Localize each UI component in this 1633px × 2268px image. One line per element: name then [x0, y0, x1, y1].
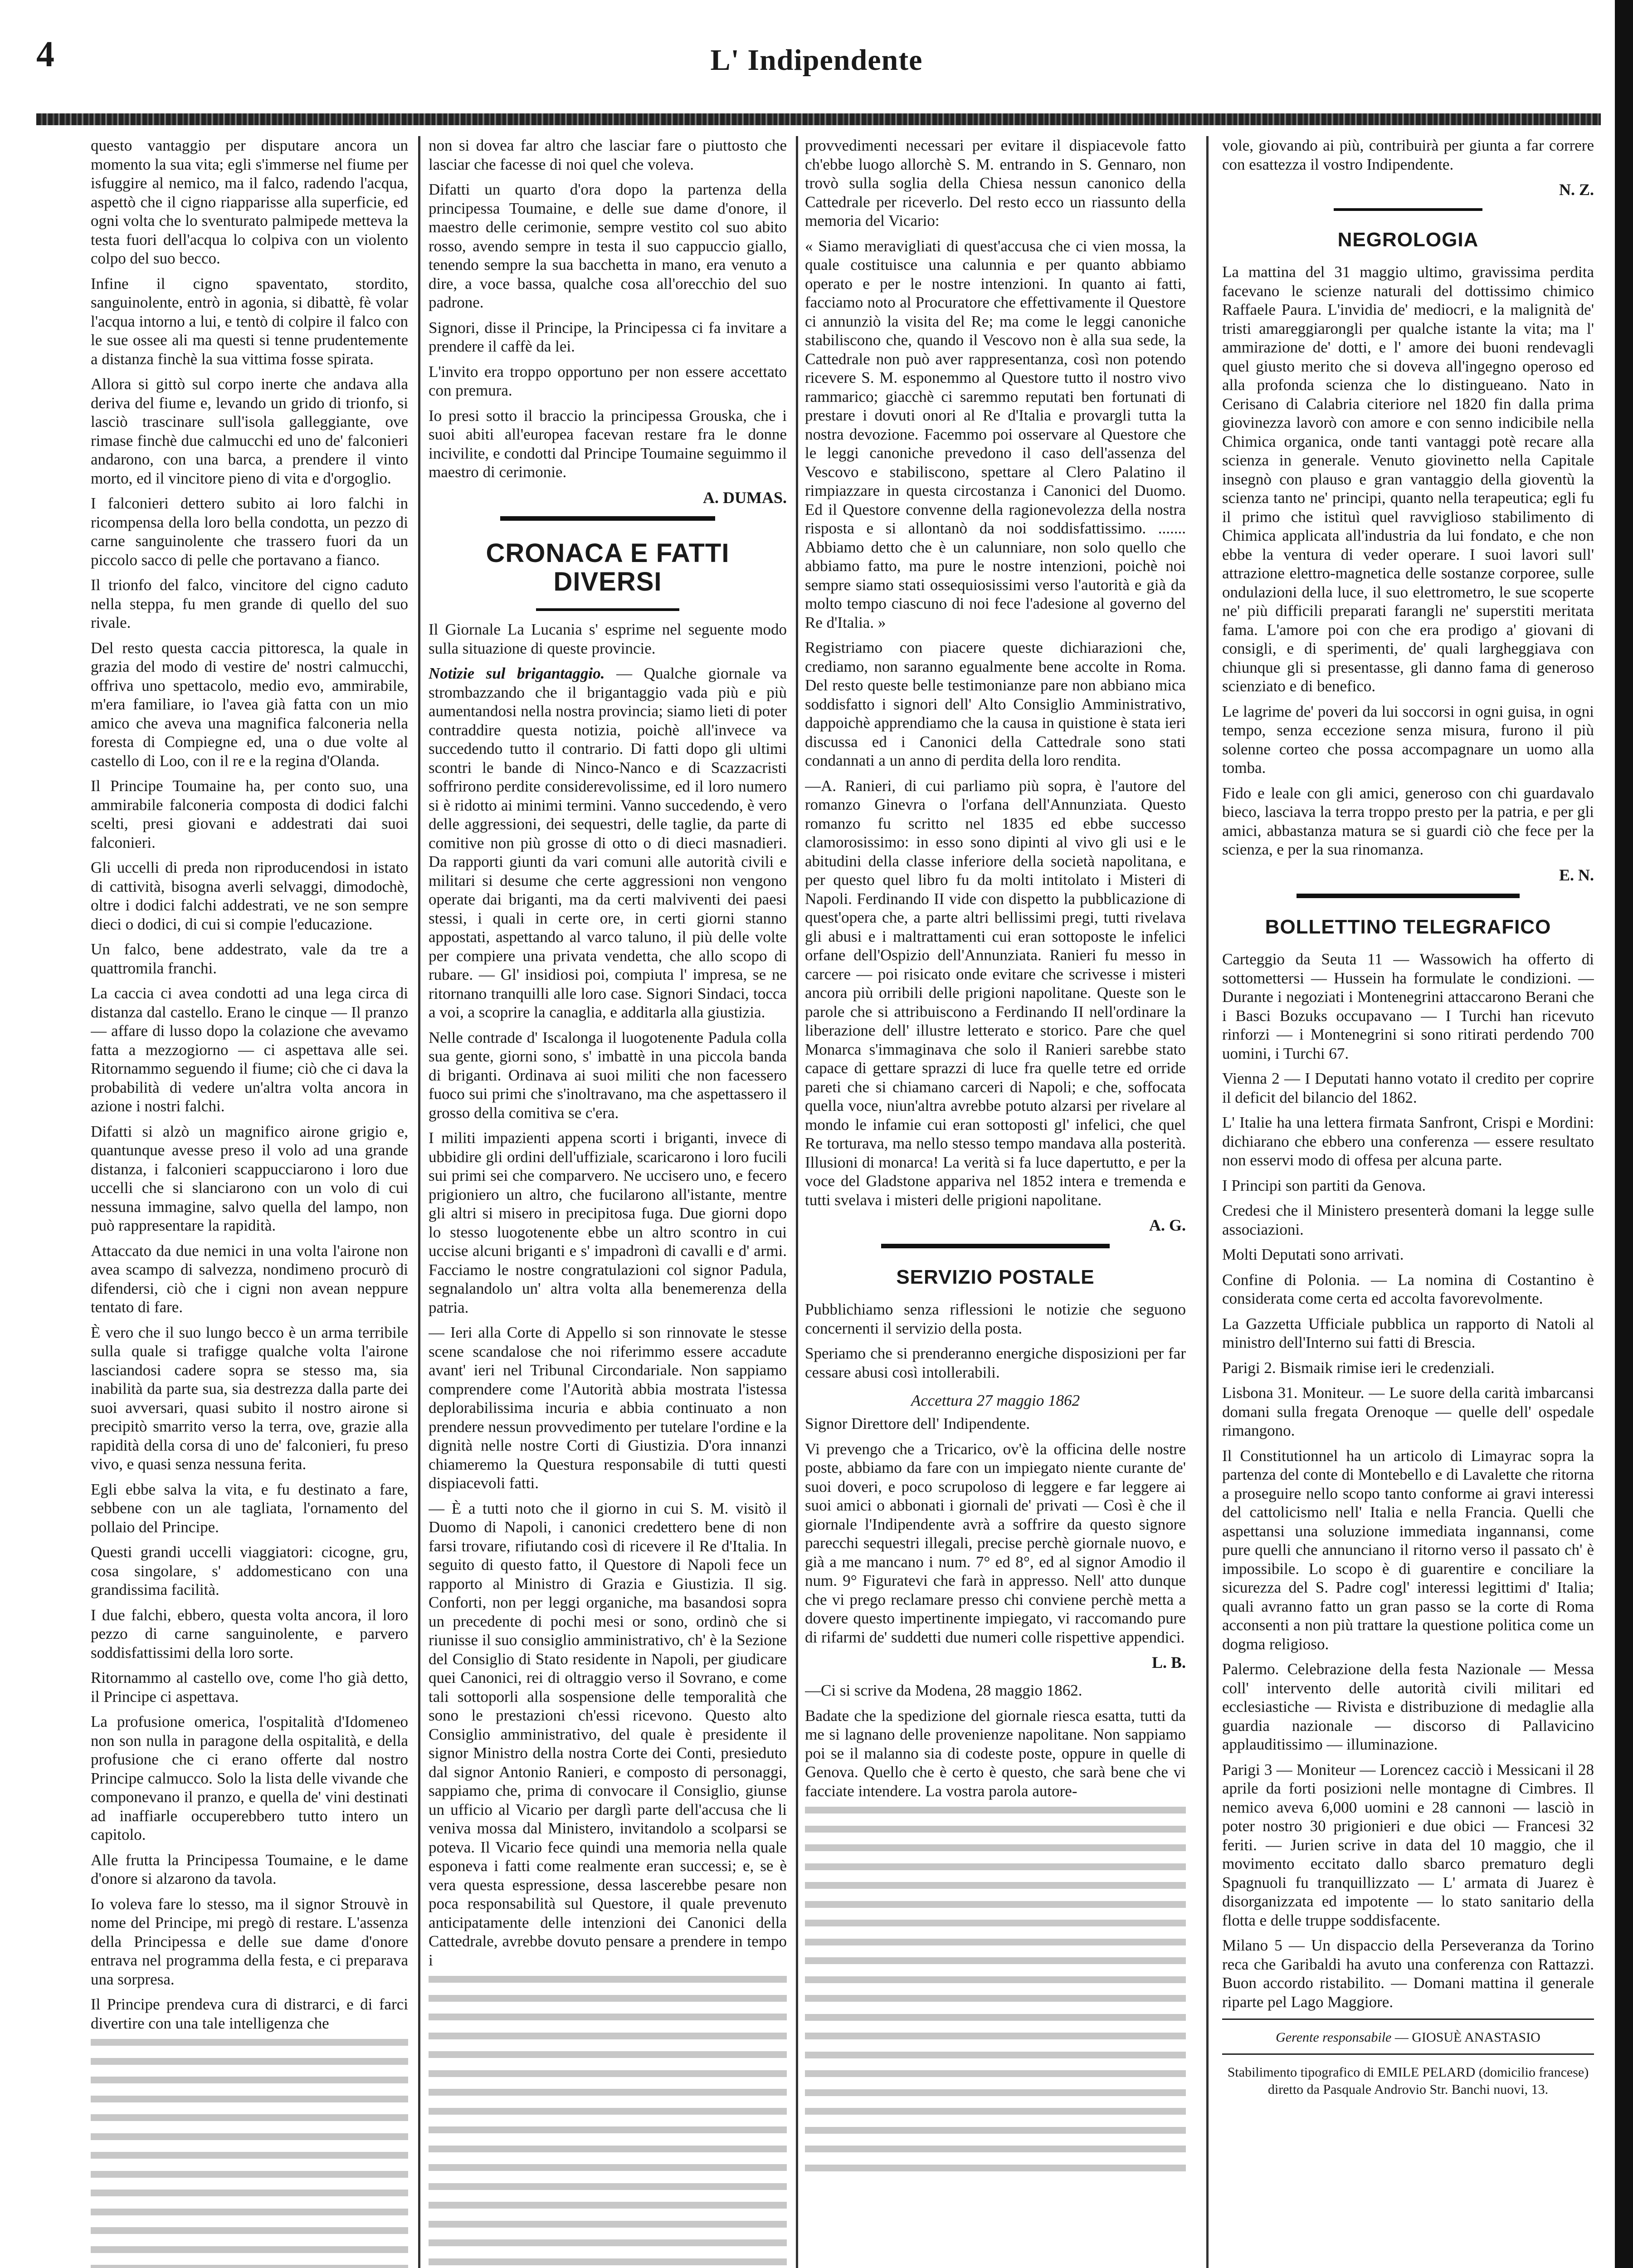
paragraph: Nelle contrade d' Iscalonga il luogotenente Padula colla sua gente, giorni sono, s' imbattè in una piccola banda di briganti. Ordinava ai suoi militi che non facessero fuoco sui primi che s'inoltravano, ma che aspettassero il grosso della comitiva se c'era. — [429, 1028, 787, 1122]
paragraph: Il Constitutionnel ha un articolo di Limayrac sopra la partenza del conte di Montebello e di Lavalette che ritorna a proseguire nello scopo tanto conforme ai gravi interessi del cattolicismo nell' Italia e nella Francia. Quelli che aspettansi una soluzione immediata ingannansi, come pure quelli che annunciano il ritorno verso il passato ch' è impossibile. Lo scopo è di guarentire e conciliare la sicurezza del S. Padre cogl' interessi legittimi d' Italia; quali avranno fatto un gran passo se la corte di Roma acconsenti a non più trattare la questione politica come un dogma religioso. — [1222, 1447, 1594, 1653]
paragraph: Signori, disse il Principe, la Principessa ci fa invitare a prendere il caffè da lei. — [429, 318, 787, 355]
footer-name: GIOSUÈ ANASTASIO — [1412, 2030, 1540, 2045]
paragraph: L' Italie ha una lettera firmata Sanfront, Crispi e Mordini: dichiarano che ebbero una conferenza — essere resultato non esservi modo di offesa per alcuna parte. — [1222, 1114, 1594, 1169]
paragraph: Fido e leale con gli amici, generoso con chi guardavalo bieco, lasciava la terra troppo presto per la patria, e per gli amici, abbastanza matura se si guardi ciò che fece per la scienza, e per la sua rinomanza. — [1222, 784, 1594, 859]
section-ornament — [500, 516, 715, 521]
author-signature: A. G. — [1149, 1216, 1186, 1234]
section-title: SERVIZIO POSTALE — [896, 1266, 1095, 1288]
author-signature: N. Z. — [1559, 181, 1594, 199]
paragraph: Confine di Polonia. — La nomina di Costantino è considerata come certa ed accolta favorevolmente. — [1222, 1271, 1594, 1308]
scan-edge — [1615, 0, 1633, 2268]
paragraph: — Ieri alla Corte di Appello si son rinnovate le stesse scene scandalose che noi riferimmo essere accadute avant' ieri nel Tribunal Circondariale. Non sappiamo comprendere come l'Autorità abbia mostrata l'istessa deplorabilissima incuria e abbia continuato a non prendere nessun provvedimento per tutelare l'ordine e la dignità nelle nostre Corti di Giustizia. D'ora innanzi chiameremo la Questura responsabile di tutti questi dispiacevoli fatti. — [429, 1324, 787, 1492]
author-signature: E. N. — [1559, 865, 1594, 884]
footer-manager: Gerente responsabile — GIOSUÈ ANASTASIO — [1276, 2030, 1540, 2045]
section-ornament — [1334, 208, 1482, 211]
section-ornament — [1297, 894, 1520, 898]
paragraph: Allora si gittò sul corpo inerte che andava alla deriva del fiume e, levando un grido di trionfo, si lasciò trascinare sull'isola galleggiante, ove rimase finchè due calmucchi ed uno de' falconieri andarono, con una barca, a prendere il vinto morto, ed il vincitore pieno di vita e d'orgoglio. — [91, 375, 408, 487]
article-text: — Qualche giornale va strombazzando che il brigantaggio vada più e più aumentandosi nella nostra provincia; siamo lieti di poter contraddire questa notizia, poichè all'invece va succedendo tutto il contrario. Di fatti dopo gli ultimi scontri le bande di Ninco-Nanco e di Scazzacristi soffrirono perdite considerevolissime, ed il loro numero si è ridotto ai minimi termini. Vanno succedendo, è vero delle aggressioni, dei sequestri, delle taglie, da parte di comitive non più grosse di otto o di dieci masnadieri. Da rapporti giunti da vari comuni alle autorità civili e militari si desume che certe aggressioni non vengono operate dai briganti, ma da certi malviventi dei paesi stessi, i quali in certe ore, in certi giorni stanno appostati, aspettando al varco taluno, il più delle volte per compiere una privata vendetta, che allo scopo di rubare. — Gl' insidiosi poi, compiuta l' impresa, se ne ritornano tranquilli alle loro case. Signori Sindaci, tocca a voi, a scoprire la canaglia, e additarla alla giustizia. — [429, 665, 787, 1022]
paragraph: Io voleva fare lo stesso, ma il signor Strouvè in nome del Principe, mi pregò di restare. L'assenza della Principessa e delle sue dame d'onore entrava nel programma della festa, e ci preparava una sorpresa. — [91, 1895, 408, 1988]
paragraph: Il Giornale La Lucania s' esprime nel seguente modo sulla situazione di queste provincie. — [429, 621, 787, 657]
paragraph: Carteggio da Seuta 11 — Wassowich ha offerto di sottomettersi — Hussein ha formulate le condizioni. — Durante i negoziati i Montenegrini attaccarono Berani che i Basci Bozuks occupavano — I Turchi han ricevuto rinforzi — i Montenegrini si sono ritirati perdendo 700 uomini, i Turchi 67. — [1222, 950, 1594, 1062]
author-signature: L. B. — [1151, 1653, 1186, 1672]
letter-salutation: Signor Direttore dell' Indipendente. — [805, 1415, 1030, 1433]
paragraph: Difatti si alzò un magnifico airone grigio e, quantunque avesse preso il volo ad una grande distanza, i falconieri scappucciarono i loro due uccelli che si slanciarono con un volo di cui nessuna immagine, salvo quella del lampo, non può rappresentare la rapidità. — [91, 1122, 408, 1234]
paragraph: —A. Ranieri, di cui parliamo più sopra, è l'autore del romanzo Ginevra o l'orfana dell'Annunziata. Questo romanzo fu scritto nel 1835 ed ebbe successo clamorosissimo: in esso sono dipinti al vivo gli usi e le abitudini della classe inferiore della società napolitana, e per questo quel libro fu da molti intitolato i Misteri di Napoli. Ferdinando II vide con dispetto la pubblicazione di quest'opera che, a parte altri bellissimi pregi, tutti rivelava gli abusi e i maltrattamenti cui eran sottoposte le infelici orfane dell'Ospizio dell'Annunziata. Ranieri fu messo in carcere — poi risicato onde evitare che scrivesse i misteri ancora più orribili delle prigioni napolitane. Queste son le parole che si attribuiscono a Ferdinando II nell'ordinare la liberazione dell' illustre letterato e storico. Pare che quel Monarca s'immaginava che solo il Ranieri sarebbe stato capace di gettare sprazzi di luce fra quelle tetre ed orride pareti che si chiamano carceri di Napoli; e che, soffocata quella voce, niun'altra avrebbe potuto alzarsi per rivelare al mondo le infamie cui eran sottoposti gl' infelici, che quel Re torturava, ma nello stesso tempo mandava alla posterità. Illusioni di monarca! La verità si fa luce dapertutto, e per la voce del Gladstone appariva nel 1852 intera e tremenda e tutti svelava i misteri delle prigioni napolitane. — [805, 777, 1186, 1209]
paragraph: vole, giovando ai più, contribuirà per giunta a far correre con esattezza il vostro Indipendente. — [1222, 137, 1594, 173]
column-2 — [429, 136, 787, 2268]
paragraph: non si dovea far altro che lasciar fare o piuttosto che lasciar che facesse di noi quel che voleva. — [429, 137, 787, 173]
paragraph: Parigi 3 — Moniteur — Lorencez cacciò i Messicani il 28 aprile da forti posizioni nelle montagne di Cimbres. Il nemico aveva 6,000 uomini e 28 cannoni — lasciò in poter nostro 30 prigionieri e due obici — Francesi 32 feriti. — Jurien scrive in data del 10 maggio, che il movimento eccitato dallo sbarco prematuro degli Spagnuoli fu tranquillizzato — L' armata di Juarez è disorganizzata ed impotente — lo stato sanitario della flotta e delle truppe soddisfacente. — [1222, 1760, 1594, 1929]
letter-dateline: Accettura 27 maggio 1862 — [911, 1392, 1080, 1410]
paragraph: Un falco, bene addestrato, vale da tre a quattromila franchi. — [91, 940, 408, 977]
printer-imprint: Stabilimento tipografico di EMILE PELARD (domicilio francese) diretto da Pasquale Androvio Str. Banchi nuovi, 13. — [1227, 2065, 1589, 2097]
paragraph: Il Principe Toumaine ha, per conto suo, una ammirabile falconeria composta di dodici falchi scelti, presi giovani e addestrati dai suoi falconieri. — [91, 777, 408, 851]
quotation: « Siamo meravigliati di quest'accusa che ci vien mossa, la quale costituisce una calunnia e per quanto abbiamo operato e per le nostre intenzioni. In quanto ai fatti, facciamo noto al Procuratore che effettivamente il Questore ci annunziò la visita del Re; ma come le leggi canoniche stabiliscono che, quando il Vescovo non è alla sua sede, la Cattedrale non può aver rappresentanza, così non potendo ricevere S. M. esponemmo al Questore tutto il nostro vivo rammarico; giacchè ci saremmo reputati ben fortunati di prestare i dovuti onori al Re d'Italia e provargli tutta la nostra devozione. Facemmo poi osservare al Questore che le leggi canoniche prevedono il caso dell'assenza del Vescovo e stabiliscono, spettare al Clero Palatino il rimpiazzare in questa circostanza i Canonici del Duomo. Ed il Questore convenne della ragionevolezza della nostra risposta e si allontanò da noi soddisfattissimo. ....... Abbiamo detto che è un calunniare, non solo quello che abbiamo fatto, ma pure le nostre intenzioni, poichè noi sempre siamo stati ossequiosissimi verso l'autorità e già da molto tempo ciascuno di noi fece l'adesione al governo del Re d'Italia. » — [805, 237, 1186, 631]
paragraph: La Gazzetta Ufficiale pubblica un rapporto di Natoli al ministro dell'Interno sui fatti di Brescia. — [1222, 1315, 1594, 1352]
section-ornament — [881, 1244, 1110, 1248]
paragraph: Il Principe prendeva cura di distrarci, e di farci divertire con una tale intelligenza che — [91, 1995, 408, 2032]
paragraph: Del resto questa caccia pittoresca, la quale in grazia del modo di vestire de' nostri calmucchi, offriva uno spettacolo, medio evo, ammirabile, m'era familiare, io l'avea già fatta con un mio amico che aveva una magnifica falconeria nella foresta di Compiegne ed, una o due volte al castello di Loo, con il re e la regina d'Olanda. — [91, 639, 408, 770]
column-4 — [1222, 136, 1594, 2268]
paragraph: Attaccato da due nemici in una volta l'airone non avea scampo di salvezza, nondimeno procurò di difendersi, ciò che i cigni non avean neppure tentato di fare. — [91, 1242, 408, 1316]
masthead: L' Indipendente — [710, 44, 923, 77]
author-signature: A. DUMAS. — [703, 488, 787, 507]
section-title: BOLLETTINO TELEGRAFICO — [1265, 915, 1551, 938]
illegible-text-placeholder — [91, 2039, 408, 2268]
paragraph: Gli uccelli di preda non riproducendosi in istato di cattività, bisogna averli selvaggi, dimodochè, oltre i dodici falchi addestrati, ve ne son sempre dieci o dodici, di cui si compie l'educazione. — [91, 859, 408, 933]
paragraph: —Ci si scrive da Modena, 28 maggio 1862. — [805, 1681, 1082, 1700]
header-rule — [36, 113, 1601, 125]
paragraph: Ritornammo al castello ove, come l'ho già detto, il Principe ci aspettava. — [91, 1669, 408, 1706]
paragraph: Difatti un quarto d'ora dopo la partenza della principessa Toumaine, e delle sue dame d'onore, il maestro delle cerimonie, sempre vestito col suo abito rosso, avendo sempre in testa il suo cappuccio giallo, tenendo sempre la sua bacchetta in mano, era venuto a dire, a voce bassa, qualche cosa all'orecchio del suo padrone. — [429, 181, 787, 311]
footer-rule — [1222, 2053, 1594, 2055]
paragraph: Speriamo che si prenderanno energiche disposizioni per far cessare abusi così intollerabili. — [805, 1344, 1186, 1381]
column-divider — [418, 136, 420, 2268]
paragraph: È vero che il suo lungo becco è un arma terribile sulla quale si trafigge qualche volta l'airone lasciandosi cadere sopra se stesso ma, sia inabilità da parte sua, sia destrezza dalla parte dei suoi avversari, quasi subito il nostro airone si precipitò smarrito verso la terra, ove, grazie alla rapidità della corsa di uno de' falconieri, fu preso vivo, e quasi senza nessuna ferita. — [91, 1323, 408, 1473]
paragraph: Registriamo con piacere queste dichiarazioni che, crediamo, non saranno egualmente bene accolte in Roma. Del resto queste belle testimonianze pare non abbiano mica soddisfatto i signori dell' Alto Consiglio Amministrativo, dappoichè apprendiamo che la causa in quistione è stata ieri discussa ed i Canonici della Cattedrale sono stati condannati a un anno di perdita della loro rendita. — [805, 639, 1186, 769]
paragraph: La caccia ci avea condotti ad una lega circa di distanza dal castello. Erano le cinque — Il pranzo — affare di lusso dopo la colazione che avevamo fatta a mezzogiorno — ci aspettava alle sei. Ritornammo seguendo il fiume; ciò che ci dava la probabilità di vedere un'altra volta ancora in azione i nostri falchi. — [91, 984, 408, 1115]
paragraph: Il trionfo del falco, vincitore del cigno caduto nella steppa, fu men grande di quello del suo rivale. — [91, 576, 408, 631]
section-title: CRONACA E FATTI DIVERSI — [486, 538, 730, 597]
paragraph: La profusione omerica, l'ospitalità d'Idomeneo non son nulla in paragone della ospitalità, e della profusione che ci erano offerte dal nostro Principe calmucco. Solo la lista delle vivande che componevano il pranzo, e quella de' vini destinati ad inaffiarle occuperebbero tutto intero un capitolo. — [91, 1713, 408, 1843]
paragraph: Le lagrime de' poveri da lui soccorsi in ogni guisa, in ogni tempo, senza eccezione senza misura, furono il più solenne corteo che possa accompagnare un uomo alla tomba. — [1222, 702, 1594, 777]
paragraph: I due falchi, ebbero, questa volta ancora, il loro pezzo di carne sanguinolente, e parvero soddisfattissimi della loro sorte. — [91, 1606, 408, 1662]
column-divider — [1206, 136, 1209, 2268]
paragraph: Palermo. Celebrazione della festa Nazionale — Messa coll' intervento delle autorità civili militari ed ecclesiastiche — Rivista e distribuzione di medaglie alla guardia nazionale — discorso di Pallavicino applauditissimo — illuminazione. — [1222, 1660, 1594, 1754]
paragraph: Lisbona 31. Moniteur. — Le suore della carità imbarcansi domani sulla fregata Orenoque — quelle dell' ospedale rimangono. — [1222, 1384, 1594, 1440]
paragraph: Credesi che il Ministero presenterà domani la legge sulle associazioni. — [1222, 1202, 1594, 1238]
paragraph: La mattina del 31 maggio ultimo, gravissima perdita facevano le scienze naturali del dottissimo chimico Raffaele Paura. L'invidia de' mediocri, e la malignità de' tristi amareggiarongli per qualche istante la vita; ma l' ammirazione de' dotti, e l' amore dei buoni rendevagli quel giusto merito che si doveva all'ingegno operoso ed alla profonda scienza che lo distingueano. Nato in Cerisano di Calabria citeriore nel 1820 fin dalla prima giovinezza lavorò con amore e con senno indicibile nella Chimica organica, onde tanti vantaggi potè recare alla scienza in generale. Venuto giovinetto nella Capitale insegnò con plauso e gran vantaggio della gioventù la scienza tanto ne' principi, quanto nella terapeutica; egli fu il primo che istituì quel ravviglioso stabilimento di Chimica applicata all'industria da lui fondato, e che non ebbe la ventura di veder operare. I suoi lavori sull' attrazione elettro-magnetica delle sostanze corporee, sulle ondulazioni della luce, il suo elettrometro, le sue scoperte ne' più difficili preparati farangli ne' superstiti meritata fama. L'amore poi con che era prodigo a' giovani di consigli, e di sperimenti, de' quali largheggiava con chiunque gli si presentasse, gli danno fama di generoso scienziato e di benefico. — [1222, 263, 1594, 695]
paragraph: Badate che la spedizione del giornale riesca esatta, tutti da me si lagnano delle provenienze napolitane. Non sappiamo poi se il malanno sia di codeste poste, oppure in quelle di Genova. Quello che è certo è questo, che sarà bene che vi facciate intendere. La vostra parola autore- — [805, 1706, 1186, 1800]
paragraph: I falconieri dettero subito ai loro falchi in ricompensa della loro bella condotta, un pezzo di carne sanguinolente che trassero fuori da un piccolo sacco di pelle che portavano a fianco. — [91, 494, 408, 569]
paragraph: questo vantaggio per disputare ancora un momento la sua vita; egli s'immerse nel fiume per isfuggire al nemico, ma il falco, radendo l'acqua, aspettò che il cigno riapparisse alla superficie, ed ogni volta che lo sventurato palmipede metteva la testa fuori dell'acqua lo colpiva con un violento colpo del suo becco. — [91, 137, 408, 267]
column-1 — [91, 136, 408, 2268]
paragraph: Molti Deputati sono arrivati. — [1222, 1246, 1404, 1264]
paragraph: Infine il cigno spaventato, stordito, sanguinolente, entrò in agonia, si dibattè, fè volar l'acqua intorno a lui, e tentò di colpire il falco con le sue ossee ali ma questi si tenne prudentemente a distanza finchè la sua vittima fosse spirata. — [91, 274, 408, 368]
paragraph: Pubblichiamo senza riflessioni le notizie che seguono concernenti il servizio della posta. — [805, 1300, 1186, 1337]
page-number: 4 — [36, 34, 54, 74]
paragraph: provvedimenti necessari per evitare il dispiacevole fatto ch'ebbe luogo allorchè S. M. entrando in S. Gennaro, non trovò sulla soglia della Chiesa nessun canonico della Cattedrale per riceverlo. Del resto ecco un riassunto della memoria del Vicario: — [805, 137, 1186, 230]
paragraph: — È a tutti noto che il giorno in cui S. M. visitò il Duomo di Napoli, i canonici credettero bene di non farsi trovare, rifiutando così di ricevere il Re d'Italia. In seguito di questo fatto, il Questore di Napoli fece un rapporto al Ministro di Grazia e Giustizia. Il sig. Conforti, non per leggi organiche, ma basandosi sopra un precedente di pochi mesi or sono, ordinò che si riunisse il suo consiglio amministrativo, ch' è la Sezione del Consiglio di Stato residente in Napoli, per giudicare quei Canonici, rei di oltraggio verso il Sovrano, e come tali sottoporli alla sospensione delle temporalità che sono le prestazioni ch'essi ricevono. Questo alto Consiglio amministrativo, del quale è presidente il signor Ministro della nostra Corte dei Conti, presieduto dal signor Antonio Ranieri, e composto di personaggi, sappiamo che, prima di convocare il Consiglio, giunse un ufficio al Vicario per darglì parte dell'accusa che li veniva mossa dal Ministero, invitandolo a scolparsi se poteva. Il Vicario fece quindi una memoria nella quale esponeva i fatti come realmente eran successi; e, se è vera questa espressione, dessa lascerebbe pesare non poca responsabilità sul Questore, il quale prevenuto anticipatamente delle intenzioni dei Canonici della Cattedrale, avrebbe dovuto pensare a prendere in tempo i — [429, 1499, 787, 1969]
paragraph: Alle frutta la Principessa Toumaine, e le dame d'onore si alzarono da tavola. — [91, 1851, 408, 1887]
paragraph: Io presi sotto il braccio la principessa Grouska, che i suoi abiti all'europea facevan restare fra le donne incivilite, e condotti dal Principe Toumaine seguimmo il maestro di cerimonie. — [429, 406, 787, 481]
paragraph: Egli ebbe salva la vita, e fu destinato a fare, sebbene con un ale tagliata, l'ornamento del pollaio del Principe. — [91, 1480, 408, 1536]
paragraph: Vienna 2 — I Deputati hanno votato il credito per coprire il deficit del bilancio del 1862. — [1222, 1070, 1594, 1106]
paragraph: Vi prevengo che a Tricarico, ov'è la officina delle nostre poste, abbiamo da fare con un impiegato niente curante de' suoi doveri, e poco scrupoloso di leggere e far leggere ai suoi amici o abbonati i giornali de' privati — Così è che il giornale l'Indipendente avrà a soffrire da questo signore parecchi sequestri illegali, precise perchè giornale nuovo, e già a me mancano i num. 7° ed 8°, ed al signor Amodio il num. 9° Figuratevi che farà in appresso. Nell' atto dunque che vi prego reclamare presso chi conviene perchè metta a dovere questo impertinente impiegato, vi raccomando pure di rifarmi de' suddetti due numeri colle rispettive appendici. — [805, 1440, 1186, 1646]
paragraph: I militi impazienti appena scorti i briganti, invece di ubbidire gli ordini dell'uffiziale, scaricarono i loro fucili sui primi sei che comparvero. Ne uccisero uno, e fecero prigioniero un altro, che fucilarono all'istante, mentre gli altri si misero in precipitosa fuga. Due giorni dopo lo stesso luogotenente ebbe un altro scontro in cui uccise alcuni briganti e s' impadronì di cavalli e d' armi. Facciamo le nostre congratulazioni col signor Padula, segnalandolo un' altra volta alla benemerenza della patria. — [429, 1129, 787, 1316]
paragraph: Milano 5 — Un dispaccio della Perseveranza da Torino reca che Garibaldi ha avuto una conferenza con Rattazzi. Buon accordo ristabilito. — Domani mattina il generale riparte pel Lago Maggiore. — [1222, 1936, 1594, 2011]
paragraph: L'invito era troppo opportuno per non essere accettato con premura. — [429, 362, 787, 399]
footer-label: Gerente responsabile — [1276, 2030, 1392, 2045]
paragraph: Parigi 2. Bismaik rimise ieri le credenziali. — [1222, 1359, 1495, 1377]
paragraph: I Principi son partiti da Genova. — [1222, 1176, 1426, 1194]
paragraph — [429, 664, 787, 1022]
column-3 — [805, 136, 1186, 2268]
illegible-text-placeholder — [805, 1807, 1186, 2171]
section-title: NEGROLOGIA — [1337, 229, 1479, 251]
illegible-text-placeholder — [429, 1976, 787, 2268]
column-divider — [796, 136, 798, 2268]
article-lede: Notizie sul brigantaggio. — [429, 665, 605, 683]
paragraph: Questi grandi uccelli viaggiatori: cicogne, gru, cosa singolare, s' addomesticano con una grandissima facilità. — [91, 1543, 408, 1598]
footer-rule — [1222, 2019, 1594, 2020]
section-ornament — [536, 608, 679, 611]
